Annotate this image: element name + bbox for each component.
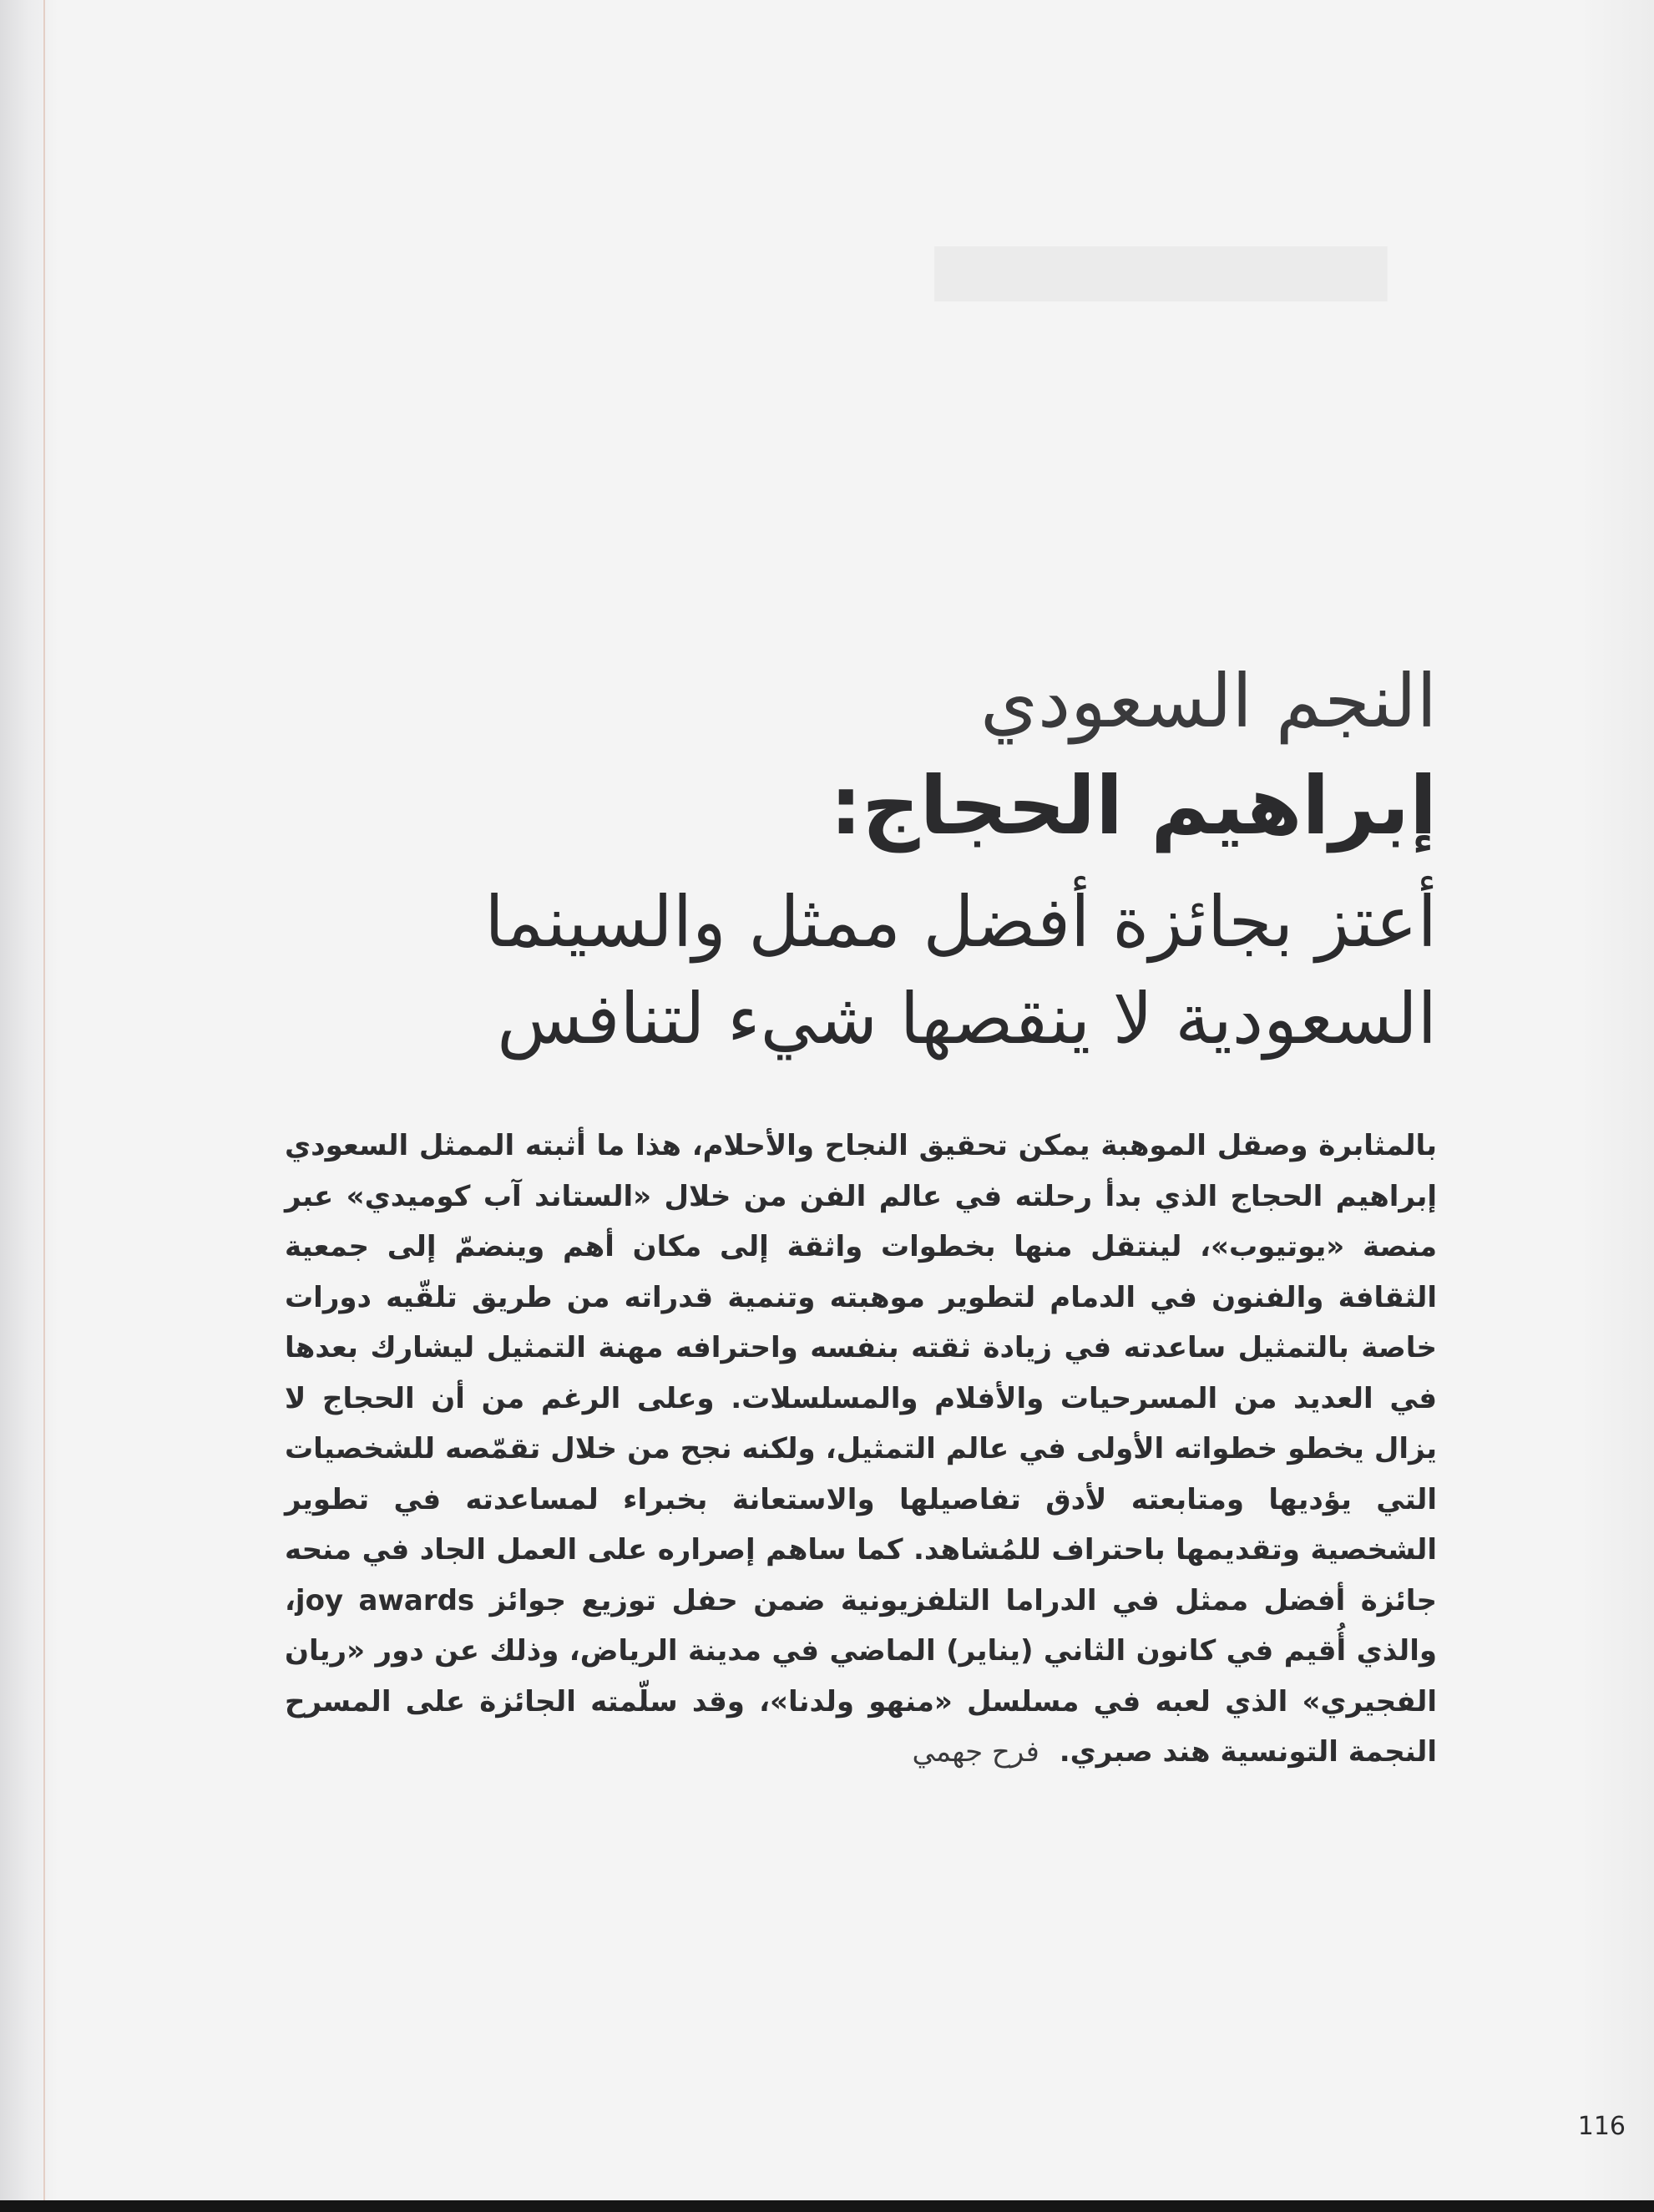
- article-subhead: [235, 873, 1437, 1067]
- article-subhead-line-2: السعودية لا ينقصها شيء لتنافس: [497, 978, 1437, 1060]
- article-author: فرح جهمي: [912, 1735, 1039, 1769]
- article: [235, 651, 1437, 1806]
- article-subhead-line-1: أعتز بجائزة أفضل ممثل والسينما: [484, 881, 1437, 963]
- scan-bottom-edge: [0, 2200, 1654, 2212]
- article-kicker: النجم السعودي: [980, 658, 1437, 744]
- page-edge: [1579, 0, 1654, 2212]
- page-binding-shadow: [0, 0, 58, 2212]
- page-number: 116: [1577, 2112, 1626, 2141]
- show-through-shadow: ▇▇▇▇▇▇▇▇▇▇▇: [934, 240, 1387, 301]
- article-body-text: بالمثابرة وصقل الموهبة يمكن تحقيق النجاح والأحلام، هذا ما أثبته الممثل السعودي إبراهيم الحجاج الذي بدأ رحلته في عالم الفن من خلال «الستاند آب كوميدي» عبر منصة «يوتيوب»، لينتقل منها بخطوات واثقة إلى مكان أهم وينضمّ إلى جمعية الثقافة والفنون في الدمام لتطوير موهبته وتنمية قدراته من طريق تلقّيه دورات خاصة بالتمثيل ساعدته في زيادة ثقته بنفسه واحترافه مهنة التمثيل ليشارك بعدها في العديد من المسرحيات والأفلام والمسلسلات. وعلى الرغم من أن الحجاج لا يزال يخطو خطواته الأولى في عالم التمثيل، ولكنه نجح من خلال تقمّصه للشخصيات التي يؤديها ومتابعته لأدق تفاصيلها والاستعانة بخبراء لمساعدته في تطوير الشخصية وتقديمها باحتراف للمُشاهد. كما ساهم إصراره على العمل الجاد في منحه جائزة أفضل ممثل في الدراما التلفزيونية ضمن حفل توزيع جوائز joy awards، والذي أُقيم في كانون الثاني (يناير) الماضي في مدينة الرياض، وذلك عن دور «ريان الفجيري» الذي لعبه في مسلسل «منهو ولدنا»، وقد سلّمته الجائزة على المسرح النجمة التونسية هند صبري.: [285, 1129, 1437, 1769]
- article-body: [285, 1121, 1437, 1778]
- binding-rule: [43, 0, 45, 2212]
- article-headline: إبراهيم الحجاج:: [830, 759, 1437, 853]
